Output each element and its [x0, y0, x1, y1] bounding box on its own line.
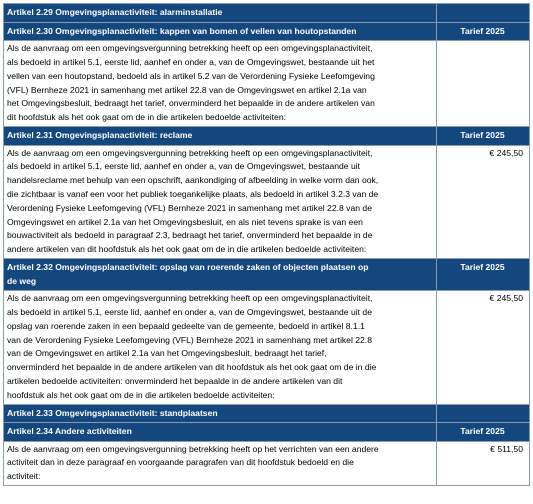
section-header-2-31	[4, 126, 530, 145]
section-title: Artikel 2.30 Omgevingsplanactiviteit: kappen van bomen of vellen van houtopstanden	[4, 22, 437, 41]
tariff-amount: € 245,50	[437, 291, 530, 404]
section-body-2-30	[4, 41, 530, 127]
section-body-2-32	[4, 291, 530, 404]
section-header-2-32	[4, 258, 530, 290]
tariff-amount	[437, 41, 530, 127]
tariff-header	[437, 4, 530, 23]
section-text: Als de aanvraag om een omgevingsvergunning betrekking heeft op een omgevingsplanactiviteit, als bedoeld in artikel 5.1, eerste lid, aanhef en onder a, van de Omgevingswet, bestaande uit de opslag van roerende zaken in een bepaald gedeelte van de gemeente, bedoeld in artikel 8.1.1 van de Verordening Fysieke Leefomgeving (VFL) Bernheze 2021 in samenhang met artikel 22.8 van de Omgevingswet en artikel 2.1a van het Omgevingsbesluit, bedraagt het tarief, onverminderd het bepaalde in de andere artikelen van dit hoofdstuk als het ook gaat om de in die artikelen bedoelde activiteiten: onverminderd het bepaalde in de andere artikelen van dit hoofdstuk als het ook gaat om de in die artikelen bedoelde activiteiten:	[4, 291, 437, 404]
tariff-document	[3, 3, 529, 486]
section-title: Artikel 2.31 Omgevingsplanactiviteit: reclame	[4, 126, 437, 145]
tariff-header: Tarief 2025	[437, 22, 530, 41]
section-title: Artikel 2.32 Omgevingsplanactiviteit: opslag van roerende zaken of objecten plaatsen op de weg	[4, 258, 437, 290]
section-header-2-29	[4, 4, 530, 23]
tariff-header	[437, 404, 530, 423]
tariff-header: Tarief 2025	[437, 126, 530, 145]
tariff-table	[3, 3, 530, 486]
section-title: Artikel 2.34 Andere activiteiten	[4, 423, 437, 442]
tariff-amount: € 245,50	[437, 145, 530, 258]
section-header-2-33	[4, 404, 530, 423]
tariff-amount: € 511,50	[437, 441, 530, 485]
section-title: Artikel 2.29 Omgevingsplanactiviteit: alarminstallatie	[4, 4, 437, 23]
tariff-header: Tarief 2025	[437, 423, 530, 442]
section-title: Artikel 2.33 Omgevingsplanactiviteit: standplaatsen	[4, 404, 437, 423]
section-text: Als de aanvraag om een omgevingsvergunning betrekking heeft op een omgevingsplanactiviteit, als bedoeld in artikel 5.1, eerste lid, aanhef en onder a, van de Omgevingswet, bestaande uit het vellen van een houtopstand, bedoeld als in artikel 5.2 van de Verordening Fysieke Leefomgeving (VFL) Bernheze 2021 in samenhang met artikel 22.8 van de Omgevingswet en artikel 2.1a van het Omgevingsbesluit, bedraagt het tarief, onverminderd het bepaalde in de andere artikelen van dit hoofdstuk als het ook gaat om de in die artikelen bedoelde activiteiten:	[4, 41, 437, 127]
section-body-2-31	[4, 145, 530, 258]
section-header-2-34	[4, 423, 530, 442]
section-header-2-30	[4, 22, 530, 41]
section-text: Als de aanvraag om een omgevingsvergunning betrekking heeft op een omgevingsplanactiviteit, als bedoeld in artikel 5.1, eerste lid, aanhef en onder a, van de Omgevingswet, bestaande uit handelsreclame met behulp van een opschrift, aankondiging of afbeelding in welke vorm dan ook, die zichtbaar is vanaf een voor het publiek toegankelijke plaats, als bedoeld in artikel 3.2.3 van de Verordening Fysieke Leefomgeving (VFL) Bernheze 2021 in samenhang met artikel 22.8 van de Omgevingswet en artikel 2.1a van het Omgevingsbesluit, en als niet tevens sprake is van een bouwactiviteit als bedoeld in paragraaf 2.3, bedraagt het tarief, onverminderd het bepaalde in de andere artikelen van dit hoofdstuk als het ook gaat om de in die artikelen bedoelde activiteiten:	[4, 145, 437, 258]
tariff-header: Tarief 2025	[437, 258, 530, 290]
section-text: Als de aanvraag om een omgevingsvergunning betrekking heeft op het verrichten van een andere activiteit dan in deze paragraaf en voorgaande paragrafen van dit hoofdstuk bedoeld en die activiteit:	[4, 441, 437, 485]
section-body-2-34	[4, 441, 530, 485]
